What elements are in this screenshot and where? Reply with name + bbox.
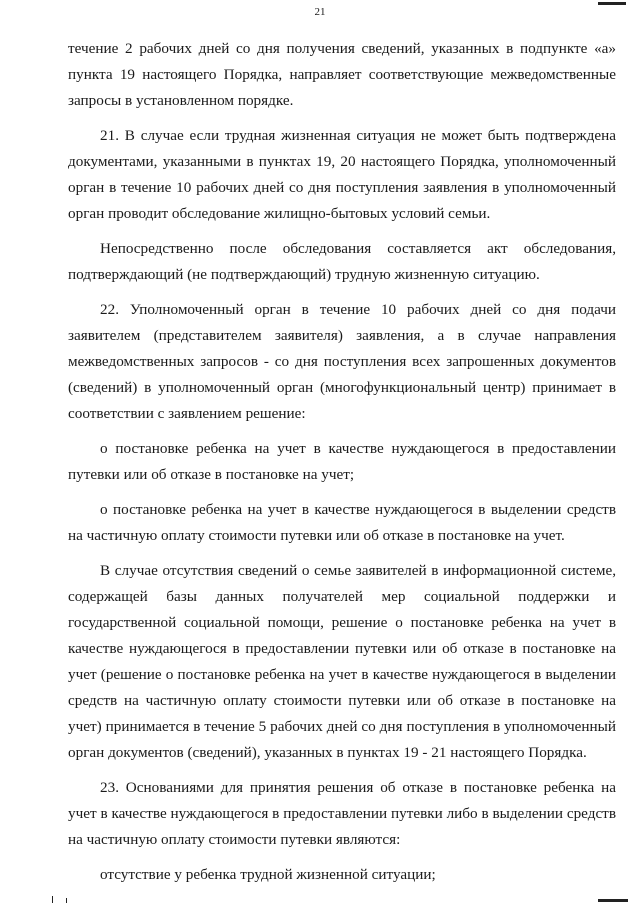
document-body <box>68 36 616 888</box>
paragraph-item-21: 21. В случае если трудная жизненная ситуация не может быть подтверждена документами, указанными в пунктах 19, 20 настоящего Порядка, уполномоченный орган в течение 10 рабочих дней со дня поступления заявления в уполномоченный орган проводит обследование жилищно-бытовых условий семьи. <box>68 127 616 222</box>
decision-option-partial-payment: о постановке ребенка на учет в качестве нуждающегося в выделении средств на частичную оплату стоимости путевки или об отказе в постановке на учет. <box>68 501 616 544</box>
paragraph-item-22: 22. Уполномоченный орган в течение 10 рабочих дней со дня подачи заявителем (представителем заявителя) заявления, а в случае направления межведомственных запросов - со дня поступления всех запрошенных документов (сведений) в уполномоченный орган (многофункциональный центр) принимает в соответствии с заявлением решение: <box>68 301 616 422</box>
scan-mark-bottom-left-2 <box>66 898 67 903</box>
scan-mark-top-right <box>598 2 626 5</box>
paragraph-missing-info: В случае отсутствия сведений о семье заявителей в информационной системе, содержащей базы данных получателей мер социальной поддержки и государственной социальной помощи, решение о постановке ребенка на учет в качестве нуждающегося в предоставлении путевки или об отказе в постановке на учет (решение о постановке ребенка на учет в качестве нуждающегося в выделении средств на частичную оплату стоимости путевки или об отказе в постановке на учет) принимается в течение 5 рабочих дней со дня поступления в уполномоченный орган документов (сведений), указанных в пунктах 19 - 21 настоящего Порядка. <box>68 562 616 761</box>
paragraph-inspection-act: Непосредственно после обследования составляется акт обследования, подтверждающий (не подтверждающий) трудную жизненную ситуацию. <box>68 240 616 283</box>
paragraph-item-23: 23. Основаниями для принятия решения об отказе в постановке ребенка на учет в качестве нуждающегося в предоставлении путевки либо в выделении средств на частичную оплату стоимости путевки являются: <box>68 779 616 848</box>
scan-mark-bottom-right <box>598 899 628 902</box>
page-number: 21 <box>314 6 326 18</box>
decision-option-voucher: о постановке ребенка на учет в качестве нуждающегося в предоставлении путевки или об отказе в постановке на учет; <box>68 440 616 483</box>
scan-mark-bottom-left <box>52 896 53 903</box>
refusal-ground-1: отсутствие у ребенка трудной жизненной ситуации; <box>100 866 436 883</box>
paragraph-continuation: течение 2 рабочих дней со дня получения сведений, указанных в подпункте «а» пункта 19 настоящего Порядка, направляет соответствующие межведомственные запросы в установленном порядке. <box>68 40 616 109</box>
